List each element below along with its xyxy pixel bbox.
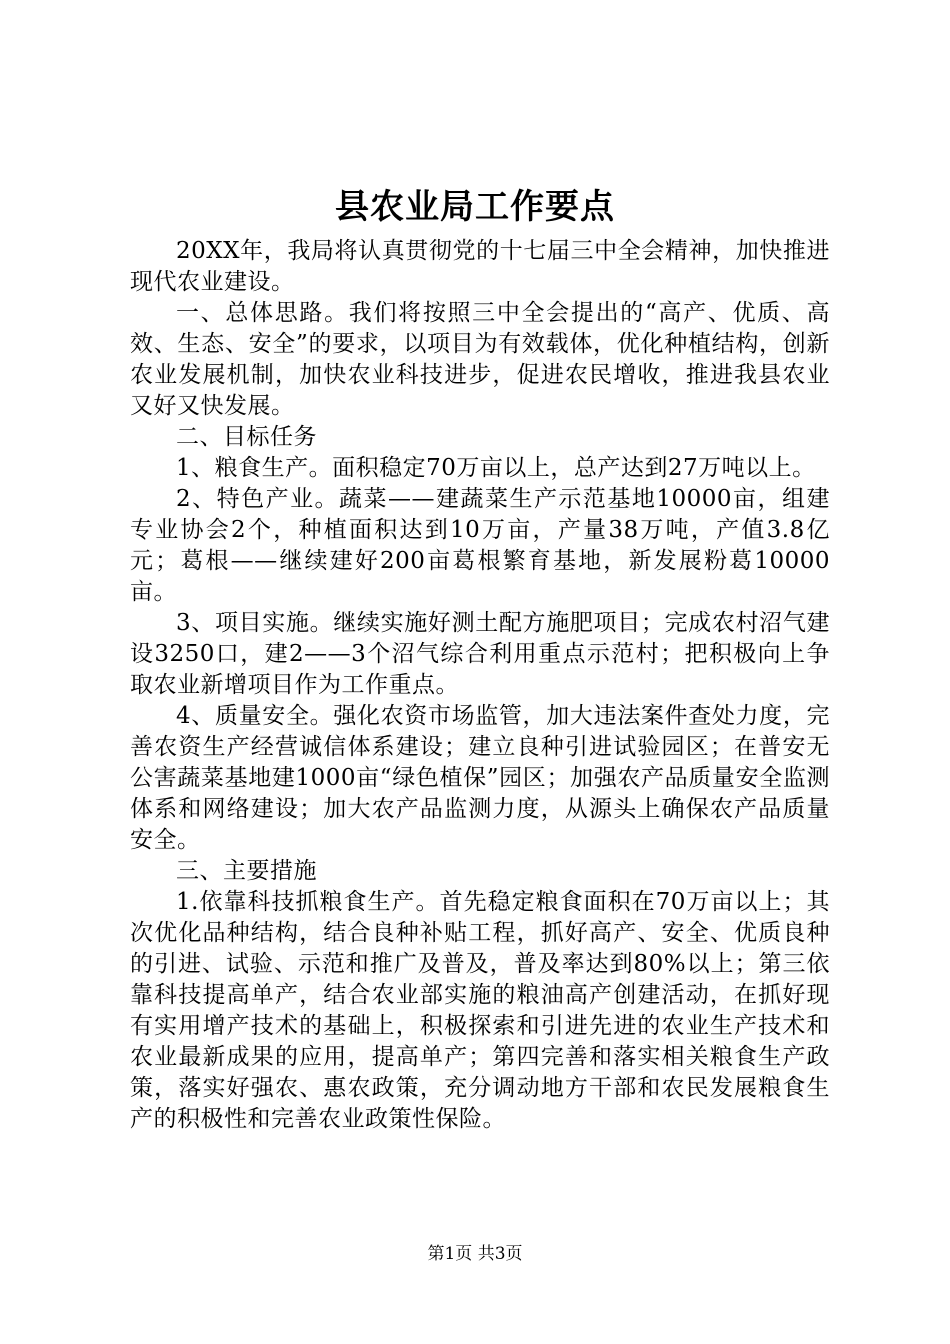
- section-heading-measures: 三、主要措施: [176, 858, 317, 884]
- paragraph-project-implementation: 3、项目实施。继续实施好测土配方施肥项目；完成农村沼气建设3250口，建2——3个沼气综合利用重点示范村；把积极向上争取农业新增项目作为工作重点。: [130, 610, 830, 698]
- paragraph-intro: 20XX年，我局将认真贯彻党的十七届三中全会精神，加快推进现代农业建设。: [130, 238, 830, 295]
- paragraph-overall-approach: 一、总体思路。我们将按照三中全会提出的“高产、优质、高效、生态、安全”的要求，以项目为有效载体，优化种植结构，创新农业发展机制，加快农业科技进步，促进农民增收，推进我县农业又好又快发展。: [130, 300, 830, 419]
- page-footer: 第1页 共3页: [427, 1244, 523, 1264]
- paragraph-specialty-industry: 2、特色产业。蔬菜——建蔬菜生产示范基地10000亩，组建专业协会2个，种植面积达到10万亩，产量38万吨，产值3.8亿元；葛根——继续建好200亩葛根繁育基地，新发展粉葛10000亩。: [130, 486, 830, 605]
- paragraph-measure-technology: 1.依靠科技抓粮食生产。首先稳定粮食面积在70万亩以上；其次优化品种结构，结合良种补贴工程，抓好高产、安全、优质良种的引进、试验、示范和推广及普及，普及率达到80%以上；第三依靠科技提高单产，结合农业部实施的粮油高产创建活动，在抓好现有实用增产技术的基础上，积极探索和引进先进的农业生产技术和农业最新成果的应用，提高单产；第四完善和落实相关粮食生产政策，落实好强农、惠农政策，充分调动地方干部和农民发展粮食生产的积极性和完善农业政策性保险。: [130, 889, 830, 1132]
- document-body: [130, 236, 830, 1135]
- paragraph-grain-production: 1、粮食生产。面积稳定70万亩以上，总产达到27万吨以上。: [176, 455, 816, 481]
- section-heading-goals: 二、目标任务: [176, 424, 317, 450]
- document-title: 县农业局工作要点: [335, 187, 615, 227]
- paragraph-quality-safety: 4、质量安全。强化农资市场监管，加大违法案件查处力度，完善农资生产经营诚信体系建设；建立良种引进试验园区；在普安无公害蔬菜基地建1000亩“绿色植保”园区；加强农产品质量安全监测体系和网络建设；加大农产品监测力度，从源头上确保农产品质量安全。: [130, 703, 830, 853]
